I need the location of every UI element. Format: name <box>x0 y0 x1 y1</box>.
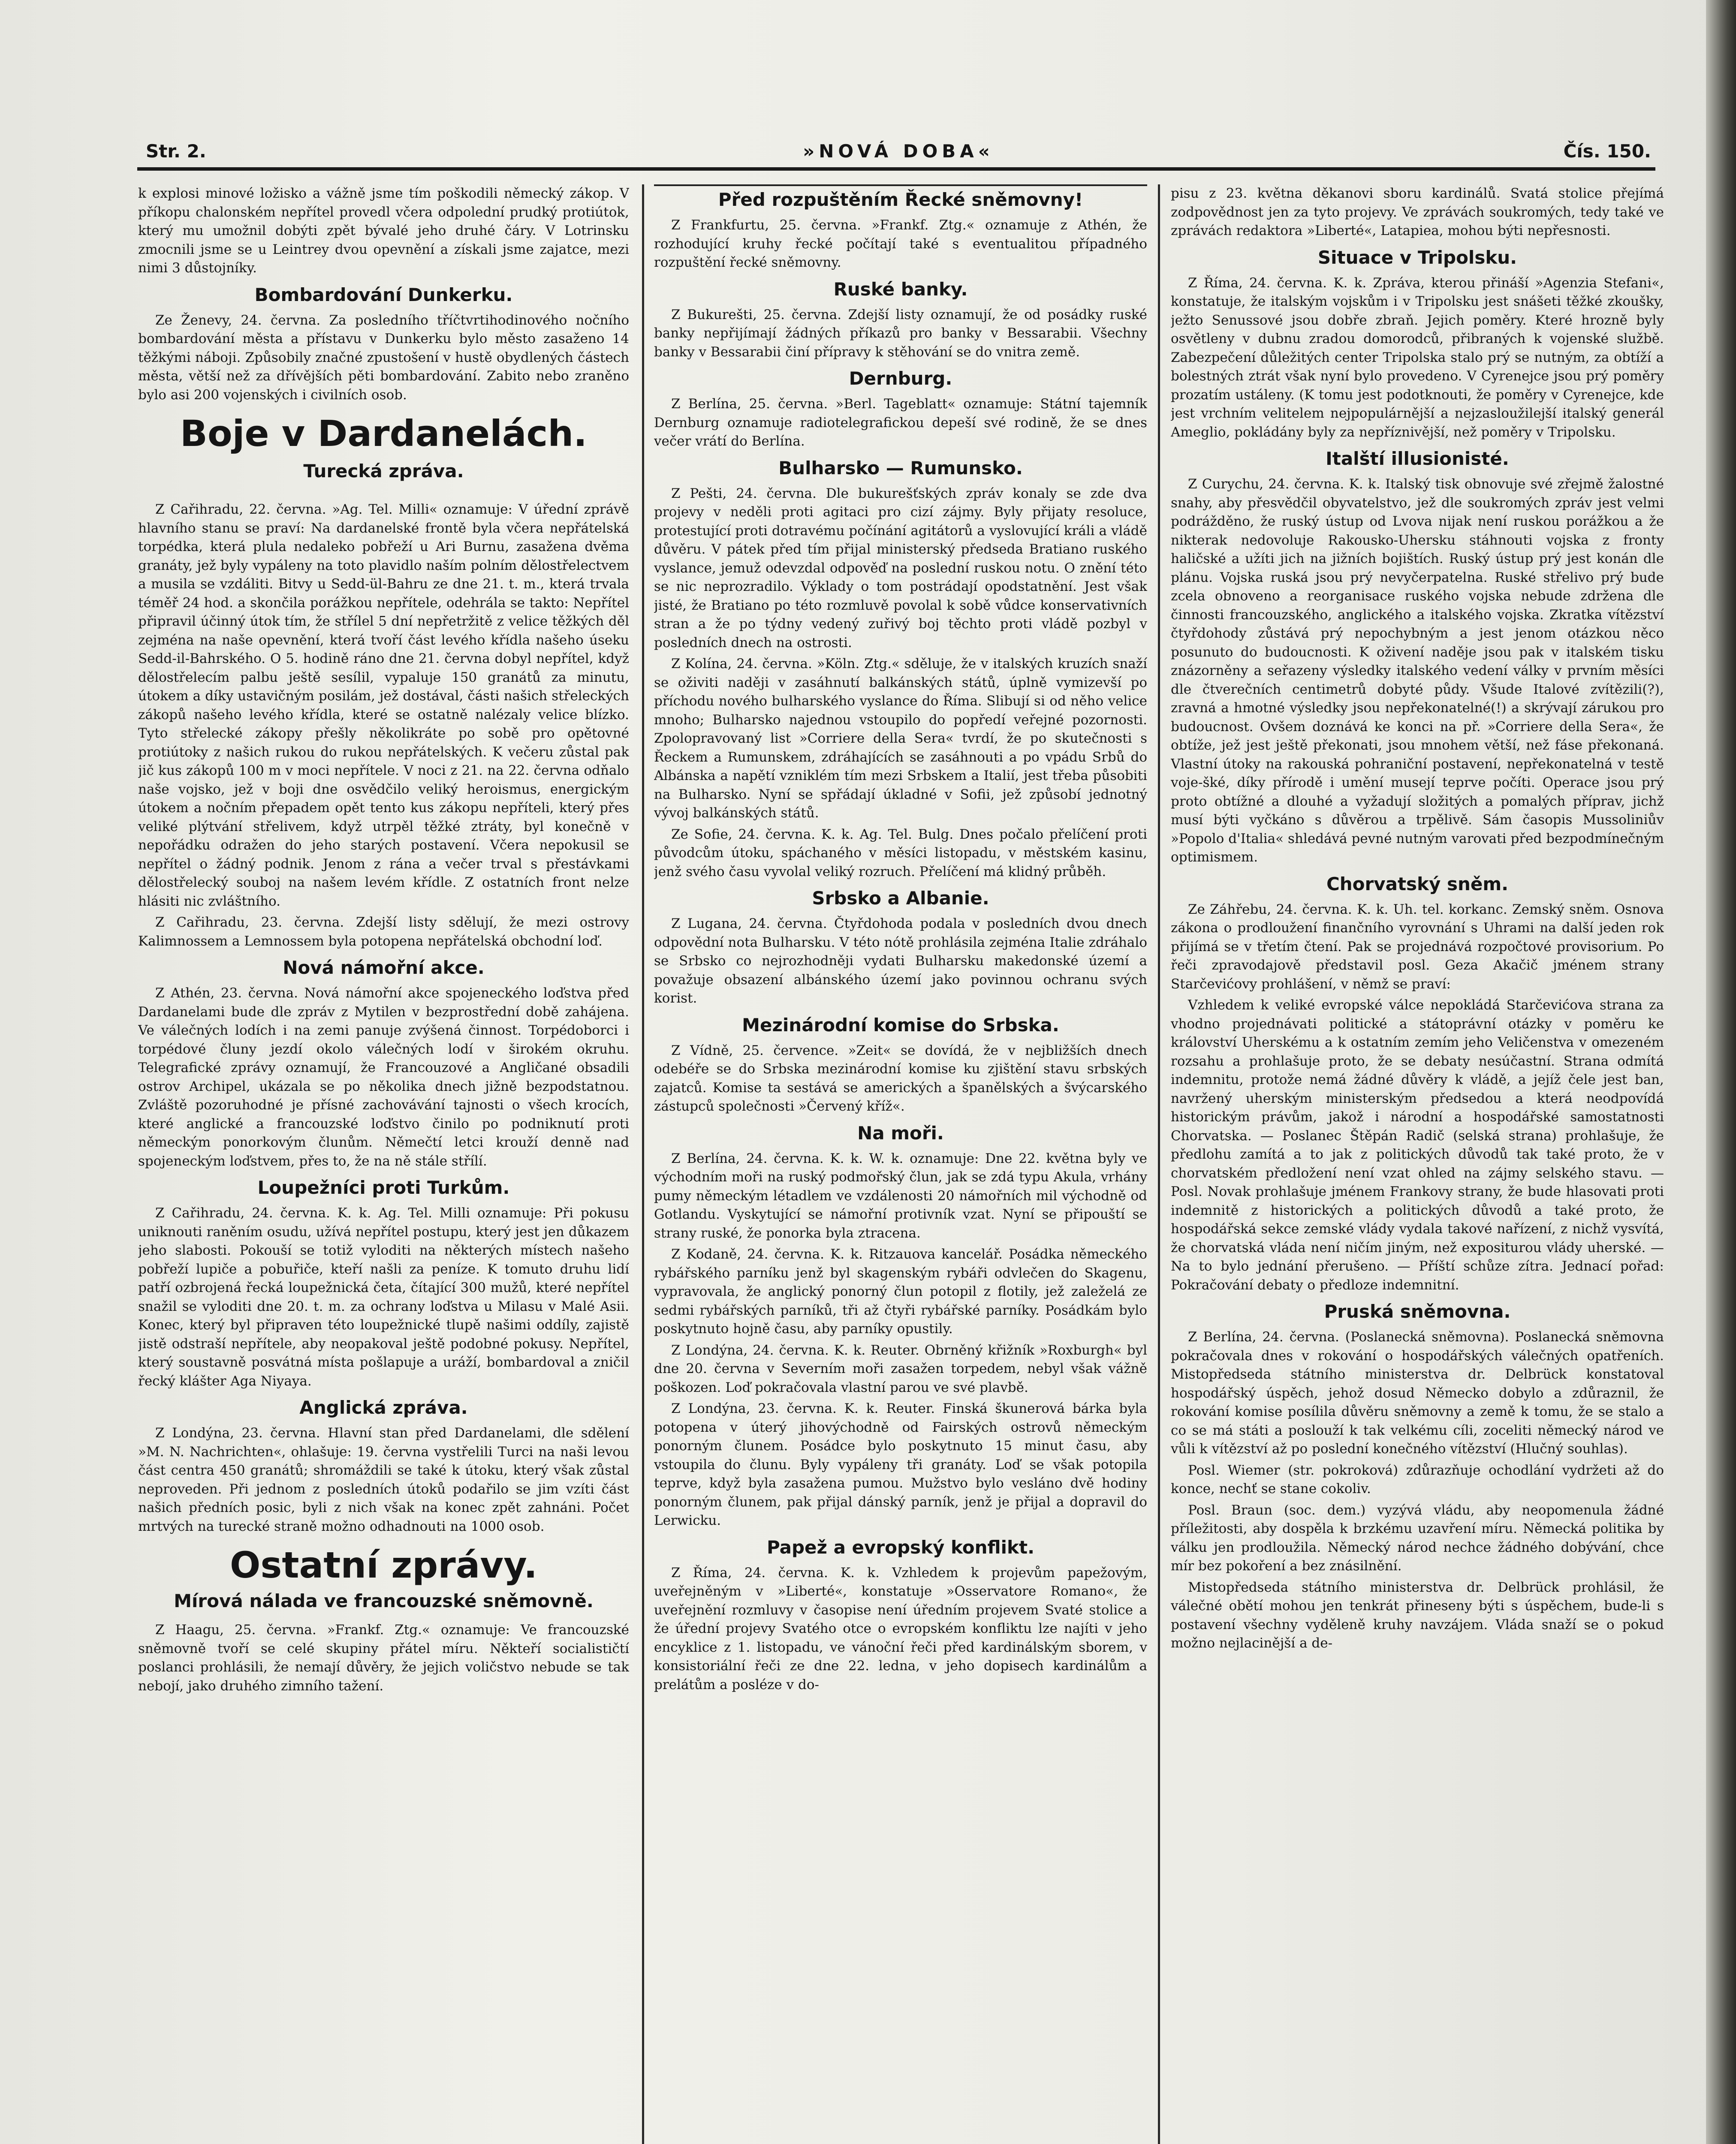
article-heading: Bulharsko — Rumunsko. <box>778 457 1023 479</box>
page-number: Str. 2. <box>146 141 206 162</box>
article-heading: Před rozpuštěním Řecké sněmovny! <box>654 184 1147 211</box>
article-text: Z Vídně, 25. července. »Zeit« se dovídá, že v nejbližších dnech odebéře se do Srbska mezinárodní komise ku zjištění stavu srbských zajatců. Komise ta sestává se amerických a španělských a švýcarského zástupců společnosti »Červený kříž«. <box>654 1042 1147 1114</box>
article-text: Z Bukurešti, 25. června. Zdejší listy oznamují, že od posádky ruské banky nepřijímají žádných příkazů pro banky v Bessarabii. Všechny banky v Bessarabii činí přípravy k stěhování se do vnitra země. <box>654 307 1147 360</box>
article-text: Ze Ženevy, 24. června. Za posledního tříčtvrtihodinového nočního bombardování města a přístavu v Dunkerku bylo město zasaženo 14 těžkými náboji. Způsobily značné zpustošení v hustě obydlených částech města, větší než za dřívějších pěti bombardování. Zabito nebo zraněno bylo asi 200 vojenských i civilních osob. <box>138 312 629 403</box>
article-heading: Anglická zpráva. <box>299 1397 468 1418</box>
article-text: Z Haagu, 25. června. »Frankf. Ztg.« oznamuje: Ve francouzské sněmovně tvoří se celé skupiny přátel míru. Někteří socialističtí poslanci prohlásili, že nemají důvěry, že jejich voličstvo nebude se tak nebojí, jako druhého zimního tažení. <box>138 1622 629 1694</box>
article-heading: Ruské banky. <box>833 278 968 300</box>
article-heading: Nová námořní akce. <box>283 957 485 978</box>
article-text: k explosi minové ložisko a vážně jsme tím poškodili německý zákop. V příkopu chalonském nepřítel provedl včera odpolední prudký protiútok, který mu umožnil dobýti zpět bývalé jeho druhé čáry. V Lotrinsku zmocnili jsme se u Leintrey dvou opevnění a získali jsme zajatce, mezi nimi 3 důstojníky. <box>138 186 629 276</box>
article-text: Z Londýna, 23. června. K. k. Reuter. Finská škunerová bárka byla potopena v úterý jihovýchodně od Fairských ostrovů německým ponorným člunem. Posádce bylo poskytnuto 15 minut času, aby vstoupila do člunu. Byly vypáleny tři granáty. Loď se však potopila teprve, když byla zasažena pumou. Mužstvo bylo vesláno dvě hodiny ponorným člunem, pak přijal dánský parník, jenž je přijal a dopravil do Lerwicku. <box>654 1401 1147 1528</box>
article-text: Z Cařihradu, 22. června. »Ag. Tel. Milli« oznamuje: V úřední zprávě hlavního stanu se praví: Na dardanelské frontě byla včera nepřátelská torpédka, která plula nedaleko pobřeží u Ari Burnu, zasažena dvěma granáty, jež byly vypáleny na toto plavidlo naším polním dělostřelectvem a musila se vzdáliti. Bitvy u Sedd-ül-Bahru ze dne 21. t. m., která trvala téměř 24 hod. a skončila porážkou nepřítele, odehrála se takto: Nepřítel připravil účinný útok tím, že střílel 5 dní nepřetržitě z velice těžkých děl zejména na naše opevnění, která tvoří část levého křídla našeho úseku Sedd-il-Bahrského. O 5. hodině ráno dne 21. června dobyl nepřítel, když dělostřelecím palbu ještě sesílil, vypaluje 150 granátů za minutu, útokem a díky ustavičným posilám, jež dostával, části našich střeleckých zákopů našeho levého křídla, které se ostatně nalézaly velice blízko. Tyto střelecké zákopy přešly několikráte po sobě pro opětovné protiútoky z našich rukou do rukou nepřátelských. K večeru zůstal pak jič kus zákopů 100 m v moci nepřítele. V noci z 21. na 22. června odňalo naše vojsko, jež v boji dne osvědčilo veliký heroismus, energickým útokem a nočním přepadem opět tento kus zákopu nepříteli, který přes veliké plýtvání střelivem, když utrpěl těžké ztráty, byl konečně v nepořádku odražen do jeho starých postavení. Včera nepokusil se nepřítel o žádný podnik. Jenom z rána a večer trval s přestávkami dělostřelecký souboj na našem levém křídle. Z ostatních front nelze hlásiti nic zvláštního. <box>138 502 629 909</box>
column-1 <box>138 184 629 2144</box>
article-heading: Turecká zpráva. <box>303 461 464 482</box>
article-heading: Mezinárodní komise do Srbska. <box>742 1014 1059 1036</box>
column-divider <box>642 184 644 2144</box>
article-text: Ze Sofie, 24. června. K. k. Ag. Tel. Bulg. Dnes počalo přelíčení proti původcům útoku, spáchaného v měsíci listopadu, v městském kasinu, jenž svého času vyvolal veliký rozruch. Přelíčení má klidný průběh. <box>654 826 1147 879</box>
article-text: Z Curychu, 24. června. K. k. Italský tisk obnovuje své zřejmě žalostné snahy, aby přesvědčil obyvatelstvo, jež dle soukromých zpráv jest velmi podrážděno, že ruský ústup od Lvova nijak není ruskou porážkou a že nikterak nedovoluje Rakousko-Uhersku stáhnouti vojska z fronty haličské a užíti jich na jižních bojištích. Ruský ústup prý jest konán dle plánu. Vojska ruská jsou prý nevyčerpatelna. Ruské střelivo prý bude zcela obnoveno a reorganisace ruského vojska nebude zdržena dle činnosti francouzského, anglického a italského vojska. Zkratka vítězství čtyřdohody zůstává prý nepochybným a jest jenom otázkou něco posunuto do budoucnosti. K oživení naděje jsou pak v italském tisku znázorněny a seřazeny výsledky italského vedení války v prvním měsíci dle čtverečních centimetrů dobyté půdy. Všude Italové zvítězili(?), zravná a hmotné výsledky jsou nepřekonatelné(!) a skrývají zárukou pro budoucnost. Ovšem doznává ke konci na př. »Corriere della Sera«, že obtíže, jež jest ještě překonati, jsou mnohem větší, než fáse překonaná. Vlastní útoky na rakouská pohraniční postavení, nepřekonatelná v testě voje-šké, díky přírodě i umění musejí teprve počíti. Operace jsou prý proto obtížné a dlouhé a vyžadují složitých a pomalých příprav, jichž musí býti vyčkáno s důvěrou a trpělivě. Sám časopis Mussoliniův »Popolo d'Italia« shledává pevné nutným varovati před bezpodmínečným optimismem. <box>1171 476 1664 865</box>
page-header <box>146 136 1651 166</box>
article-heading: Chorvatský sněm. <box>1326 873 1509 894</box>
article-text: Vzhledem k veliké evropské válce nepokládá Starčevićova strana za vhodno projednávati politické a státoprávní otázky v poměru ke království Uherskému a k ostatním zemím jeho Veličenstva v omezeném rozsahu a prohlašuje proto, že se debaty nesúčastní. Strana odmítá indemnitu, protože nemá žádné důvěry k vládě, a jejíž čele jest ban, navržený uherským ministerským předsedou a která neodpovídá historickým právům, jakož i národní a hospodářské samostatnosti Chorvatska. — Poslanec Štěpán Radič (selská strana) prohlašuje, že předlohu zamítá a to jak z politických důvodů tak také proto, že v chorvatském předložení není vzat ohled na zájmy selského stavu. — Posl. Novak prohlašuje jménem Frankovy strany, že bude hlasovati proti indemnitě z historických a politických důvodů a také proto, že hospodářská sekce zemské vlády vydala takové nařízení, z nichž vysvítá, že chorvatská vláda není ničím jiným, než expositurou vlády uherské. — Na to bylo jednání přerušeno. — Příští schůze zítra. Jednací pořad: Pokračování debaty o předloze indemnitní. <box>1171 997 1664 1293</box>
article-heading: Na moři. <box>857 1122 944 1144</box>
article-heading: Srbsko a Albanie. <box>812 888 989 909</box>
article-text: Z Pešti, 24. června. Dle bukurešťských zpráv konaly se zde dva projevy v neděli proti agitaci pro cizí zájmy. Byly přijaty resoluce, protestující proti dotravému počínání agitátorů a vyslovující králi a vládě důvěru. V pátek před tím přijal ministerský předseda Bratiano ruského vyslance, jemuž odevzdal odpověď na poslední ruskou notu. O znění této se nic neprozradilo. Výklady o tom postrádají opodstatnění. Jest však jisté, že Bratiano po této rozmluvě povolal k sobě vůdce konservativních stran a že po týdny vedený zuřivý boj těchto proti vládě pozbyl v posledních dnech na ostrosti. <box>654 485 1147 650</box>
article-text: Z Říma, 24. června. K. k. Vzhledem k projevům papežovým, uveřejněným v »Liberté«, konstatuje »Osservatore Romano«, že uveřejnění rozmluvy v časopise není úředním projevem Svaté stolice a že úřední projevy Svatého otce o evropském konfliktu lze najíti v jeho encyklice z 1. listopadu, ve vánoční řeči před kardinálským sborem, v konsistoriální řeči ze dne 22. ledna, v jeho dopisech kardinálům a prelátům a posléze v do- <box>654 1565 1147 1692</box>
article-text: Z Cařihradu, 24. června. K. k. Ag. Tel. Milli oznamuje: Při pokusu uniknouti raněním osudu, užívá nepřítel postupu, který jest jen důkazem jeho slabosti. Pokouší se totiž vyloditi na některých místech našeho pobřeží lupiče a pobuřiče, kteří našli za peníze. K tomuto druhu lidí patří ozbrojená řecká loupežnická četa, čítající 300 mužů, které nepřítel snažil se vyloditi dne 20. t. m. za ochrany loďstva u Milasu v Malé Asii. Konec, který byl připraven této loupežnické tlupě našimi oddíly, zajistě jistě odstraší nepřítele, aby neopakoval ještě podobné pokusy. Nepřítel, který soustavně posvátná místa pošlapuje a uráží, bombardoval a zničil řecký klášter Aga Niyaya. <box>138 1205 629 1389</box>
masthead-title: »NOVÁ DOBA« <box>803 141 994 162</box>
article-text: Posl. Braun (soc. dem.) vyzývá vládu, aby neopomenula žádné příležitosti, aby dospěla k brzkému uzavření míru. Německá politika by válku jen prodloužila. Německý národ nechce žádného dobývání, chce mír bez pokoření a bez znásilnění. <box>1171 1502 1664 1574</box>
column-3 <box>1171 184 1664 2144</box>
article-text: Z Frankfurtu, 25. června. »Frankf. Ztg.« oznamuje z Athén, že rozhodující kruhy řecké počítají také s eventualitou případného rozpuštění řecké sněmovny. <box>654 217 1147 270</box>
article-text: Posl. Wiemer (str. pokroková) zdůrazňuje ochodlání vydržeti až do konce, nechť se stane cokoliv. <box>1171 1462 1664 1497</box>
page-edge-shadow <box>1706 0 1736 2144</box>
article-heading: Papež a evropský konflikt. <box>766 1536 1035 1558</box>
article-text: Z Kodaně, 24. června. K. k. Ritzauova kancelář. Posádka německého rybářského parníku jenž byl skagenským rybáři odvlečen do Skagenu, vypravovala, že anglický ponorný člun potopil z flotily, jež zaleželá ze sedmi rybářských parníků, tři až čtyři rybářské parníky. Posádkám bylo poskytnuto hojně času, aby parníky opustily. <box>654 1247 1147 1337</box>
article-heading: Pruská sněmovna. <box>1324 1301 1511 1322</box>
section-headline: Boje v Dardanelách. <box>180 413 588 455</box>
article-text: Z Kolína, 24. června. »Köln. Ztg.« sděluje, že v italských kruzích snaží se oživiti naději v zasáhnutí balkánských států, úplně vymizevší po příchodu nového bulharského vyslance do Říma. Slibují si od něho velice mnoho; Bulharsko najednou vstoupilo do popředí veřejné pozornosti. Zpolopravovaný list »Corriere della Sera« tvrdí, že po skutečnosti s Řeckem a Rumunskem, zdráhajících se zasáhnouti a po vpádu Srbů do Albánska a napětí vzniklém tím mezi Srbskem a Italií, jest třeba působiti na Bulharsko. Nyní se spřádají úkladné v Sofii, jež způsobí jednotný vývoj balkánských států. <box>654 656 1147 821</box>
article-text: Ze Záhřebu, 24. června. K. k. Uh. tel. korkanc. Zemský sněm. Osnova zákona o prodloužení finančního vyrovnání s Uhrami na další jeden rok přijímá se v třetím čtení. Pak se projednává rozpočtové provisorium. Po řeči zpravodajově představil posl. Geza Akačič jménem strany Starčevićovy prohlášení, v němž se praví: <box>1171 901 1664 992</box>
article-text: Z Londýna, 24. června. K. k. Reuter. Obrněný křižník »Roxburgh« byl dne 20. června v Severním moři zasažen torpedem, nebyl však vážně poškozen. Loď pokračovala vlastní parou ve své plavbě. <box>654 1342 1147 1395</box>
article-text: pisu z 23. května děkanovi sboru kardinálů. Svatá stolice přejímá zodpovědnost jen za tyto projevy. Ve zprávách soukromých, tedy také ve zprávách redaktora »Liberté«, Latapiea, mohou býti nepřesnosti. <box>1171 186 1664 238</box>
article-text: Mistopředseda státního ministerstva dr. Delbrück prohlásil, že válečné obětí mohou jen tenkrát přineseny býti s úspěchem, bude-li s postavení všechny vyděleně kruhy navzájem. Vláda snaží se o pokud možno nejlacinější a de- <box>1171 1579 1664 1651</box>
article-text: Z Lugana, 24. června. Čtyřdohoda podala v posledních dvou dnech odpovědní nota Bulharsku. V této nótě prohlásila zejména Italie zdráhalo se Srbsko co nejrozhodněji vydati Bulharsku makedonské území a považuje obsazení albánského území jako povinnou ochranu svých korist. <box>654 916 1147 1006</box>
article-heading: Italští illusionisté. <box>1326 448 1509 469</box>
article-heading: Dernburg. <box>849 368 952 389</box>
article-text: Z Říma, 24. června. K. k. Zpráva, kterou přináší »Agenzia Stefani«, konstatuje, že italským vojskům i v Tripolsku jest snášeti těžké zkoušky, ježto Senussové jsou dobře zbraň. Jejich poměry. Které hrozně byly osvětleny v dubnu zradou domorodců, přibraných k vojenské službě. Zabezpečení důležitých center Tripolska stalo prý se nutným, za obtíží a bolestných ztrát však nyní bylo provedeno. V Cyrenejce jsou prý poměry prozatím ustáleny. (K tomu jest podotknouti, že poměry v Cyrenejce, kde jest vrchním velitelem nejpopulárnější a nejzasloužilejší italský generál Ameglio, pokládány byly za nepříznivější, než poměry v Tripolsku. <box>1171 275 1664 440</box>
article-text: Z Berlína, 24. června. (Poslanecká sněmovna). Poslanecká sněmovna pokračovala dnes v rokování o hospodářských válečných opatřeních. Mistopředseda státního ministerstva dr. Delbrück konstatoval hospodářský úspěch, jehož dosud Německo dobylo a zdůraznil, že rokování komise posílila důvěru sněmovny a země k tomu, že se stalo a co se má státi a poslouží k tak velkému cíli, zoceliti německý národ ve vůli k vítězství až po poslední konečného vítězství (Hlučný souhlas). <box>1171 1329 1664 1457</box>
header-rule <box>137 167 1655 171</box>
article-text: Z Berlína, 24. června. K. k. W. k. oznamuje: Dne 22. května byly ve východním moři na ruský podmořský člun, jak se zdá typu Akula, vrhány pumy německým létadlem ve vzdálenosti 20 námořních mil východně od Gotlandu. Vyskytující se námořní protivník vzat. Nyní se připouští se strany ruské, že ponorka byla ztracena. <box>654 1150 1147 1241</box>
column-divider <box>1158 184 1160 2144</box>
column-2 <box>654 184 1147 2144</box>
article-heading: Bombardování Dunkerku. <box>254 284 513 305</box>
article-text: Z Berlína, 25. června. »Berl. Tageblatt« oznamuje: Státní tajemník Dernburg oznamuje radiotelegrafickou depeší své rodině, že se dnes večer vrátí do Berlína. <box>654 396 1147 449</box>
article-heading: Loupežníci proti Turkům. <box>257 1177 510 1198</box>
section-headline: Ostatní zprávy. <box>229 1544 538 1586</box>
article-text: Z Athén, 23. června. Nová námořní akce spojeneckého loďstva před Dardanelami bude dle zpráv z Mytilen v bezprostřední době zahájena. Ve válečných lodích i na zemi panuje zvýšená činnost. Torpédoborci i torpédové čluny jezdí okolo válečných lodí v širokém okruhu. Telegrafické zprávy oznamují, že Francouzové a Angličané obsadili ostrov Archipel, ukázala se po několika dnech jižně bezpodstatnou. Zvláště pozoruhodné je přísné zachovávání tajnosti o všech krocích, které anglické a francouzské loďstvo činilo po podniknutí proti německým ponorkovým člunům. Němečtí letci krouží denně nad spojeneckým loďstvem, přes to, že na ně stále střílí. <box>138 985 629 1169</box>
article-heading: Mírová nálada ve francouzské sněmovně. <box>174 1590 594 1611</box>
article-text: Z Londýna, 23. června. Hlavní stan před Dardanelami, dle sdělení »M. N. Nachrichten«, ohlašuje: 19. června vystřelili Turci na naši levou část centra 450 granátů; shromáždili se také k útoku, který však zůstal neproveden. Při jednom z posledních útoků podařilo se jim vzíti část našich předních posic, byli z nich však na konec zpět zahnáni. Počet mrtvých na turecké straně možno odhadnouti na 1000 osob. <box>138 1425 629 1534</box>
article-text: Z Cařihradu, 23. června. Zdejší listy sdělují, že mezi ostrovy Kalimnossem a Lemnossem byla potopena nepřátelská obchodní loď. <box>138 915 629 949</box>
issue-number: Čís. 150. <box>1563 141 1651 162</box>
article-heading: Situace v Tripolsku. <box>1317 247 1517 268</box>
